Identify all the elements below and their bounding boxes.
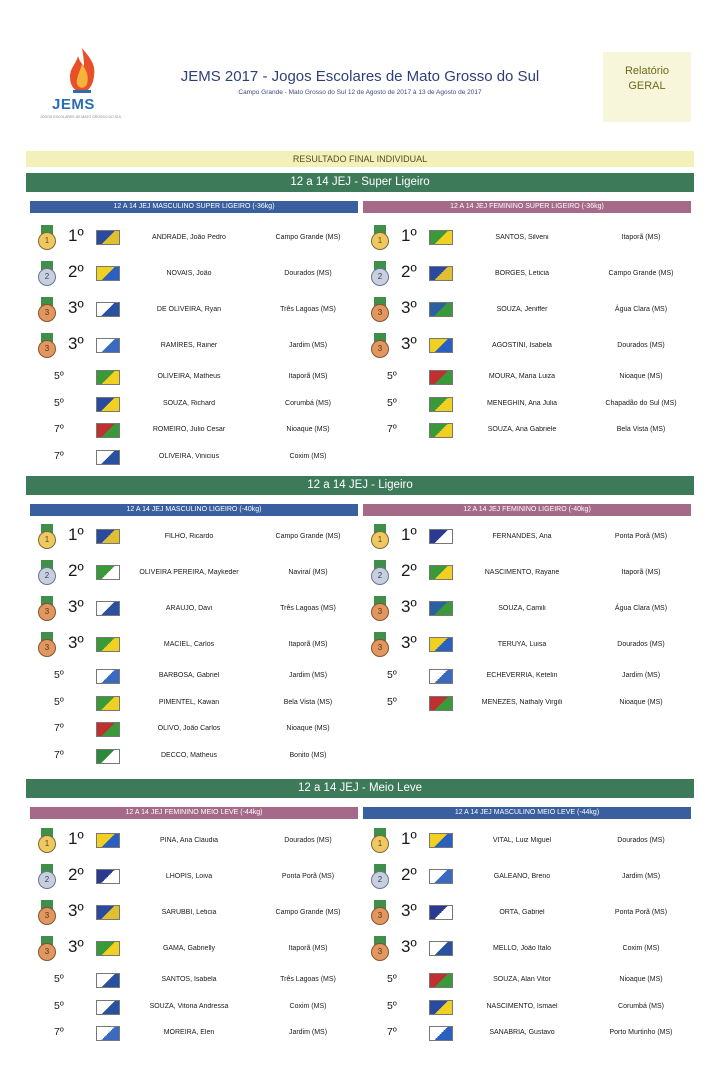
- city-flag-icon: [96, 941, 120, 956]
- placement: 1º: [401, 226, 417, 245]
- placement: 2º: [401, 561, 417, 580]
- medal-icon: [371, 900, 389, 926]
- athlete-name: AGOSTINI, Isabela: [492, 342, 552, 349]
- report-line-1: Relatório: [624, 65, 670, 77]
- athlete-city: Campo Grande (MS): [275, 533, 341, 540]
- placement: 5º: [387, 973, 397, 985]
- city-flag-icon: [96, 397, 120, 412]
- result-row: [361, 968, 691, 995]
- city-flag-icon: [96, 1026, 120, 1041]
- category-header: 12 A 14 JEJ FEMININO MEIO LEVE (-44kg): [30, 807, 358, 819]
- medal-icon: [371, 261, 389, 287]
- result-row: [361, 664, 691, 691]
- city-flag-icon: [96, 370, 120, 385]
- result-row: [28, 932, 358, 968]
- athlete-name: FERNANDES, Ana: [492, 533, 552, 540]
- medal-disc: 1: [371, 531, 389, 549]
- placement: 5º: [54, 999, 64, 1012]
- athlete-name: OLIVEIRA, Matheus: [157, 373, 221, 380]
- medal-disc: 3: [38, 639, 56, 657]
- placement: 2º: [68, 561, 84, 580]
- athlete-name: SARUBBI, Leticia: [161, 909, 217, 916]
- athlete-city: Bela Vista (MS): [616, 426, 666, 433]
- medal-disc: 2: [38, 268, 56, 286]
- athlete-city: Água Clara (MS): [614, 306, 668, 313]
- medal-icon: [38, 297, 56, 323]
- athlete-city: Nioaque (MS): [286, 426, 330, 433]
- city-flag-icon: [429, 696, 453, 711]
- result-row: [28, 221, 358, 257]
- city-flag-icon: [429, 1026, 453, 1041]
- medal-icon: [371, 596, 389, 622]
- result-row: [28, 445, 358, 472]
- logo-text: JEMS: [52, 96, 95, 113]
- result-row: [28, 824, 358, 860]
- city-flag-icon: [96, 266, 120, 281]
- city-flag-icon: [96, 529, 120, 544]
- medal-icon: [38, 864, 56, 890]
- city-flag-icon: [429, 565, 453, 580]
- city-flag-icon: [429, 637, 453, 652]
- result-row: [361, 520, 691, 556]
- athlete-city: Dourados (MS): [284, 837, 332, 844]
- athlete-name: SOUZA, Vitoria Andressa: [149, 1002, 229, 1010]
- results-column-left: [28, 824, 358, 1048]
- placement: 7º: [54, 423, 64, 435]
- athlete-city: Itaporã (MS): [288, 945, 328, 952]
- placement: 5º: [387, 396, 397, 409]
- city-flag-icon: [429, 338, 453, 353]
- athlete-name: OLIVEIRA, Vinicius: [158, 452, 220, 460]
- placement: 7º: [54, 449, 64, 462]
- athlete-name: ORTA, Gabriel: [499, 909, 545, 916]
- placement: 2º: [401, 262, 417, 281]
- placement: 5º: [387, 669, 397, 681]
- medal-disc: 3: [371, 304, 389, 322]
- medal-icon: [38, 596, 56, 622]
- city-flag-icon: [429, 302, 453, 317]
- athlete-city: Três Lagoas (MS): [280, 976, 336, 983]
- medal-disc: 3: [371, 907, 389, 925]
- placement: 3º: [401, 901, 417, 920]
- placement: 7º: [387, 1026, 397, 1038]
- medal-icon: [38, 333, 56, 359]
- athlete-name: SOUZA, Ana Gabriele: [487, 426, 557, 433]
- result-row: [28, 744, 358, 771]
- result-row: [28, 968, 358, 995]
- result-row: [361, 365, 691, 392]
- placement: 3º: [401, 298, 417, 317]
- athlete-city: Ponta Porã (MS): [614, 533, 668, 540]
- athlete-name: ROMEIRO, Julio Cesar: [152, 426, 226, 433]
- category-header: 12 A 14 JEJ MASCULINO SUPER LIGEIRO (-36kg): [30, 201, 358, 213]
- category-header: 12 A 14 JEJ MASCULINO MEIO LEVE (-44kg): [363, 807, 691, 819]
- athlete-name: SANTOS, Silveni: [495, 234, 549, 241]
- medal-icon: [371, 560, 389, 586]
- city-flag-icon: [96, 565, 120, 580]
- medal-icon: [371, 936, 389, 962]
- athlete-name: SOUZA, Alan Vitor: [493, 976, 551, 983]
- result-row: [361, 860, 691, 896]
- city-flag-icon: [96, 973, 120, 988]
- medal-icon: [371, 333, 389, 359]
- athlete-city: Campo Grande (MS): [275, 234, 341, 241]
- athlete-city: Jardim (MS): [621, 873, 661, 880]
- athlete-city: Ponta Porã (MS): [281, 873, 335, 880]
- athlete-city: Naviraí (MS): [288, 569, 328, 576]
- result-row: [28, 556, 358, 592]
- medal-disc: 3: [38, 304, 56, 322]
- placement: 2º: [68, 262, 84, 281]
- city-flag-icon: [96, 637, 120, 652]
- result-row: [28, 592, 358, 628]
- athlete-name: NOVAIS, João: [166, 270, 212, 277]
- athlete-name: DE OLIVEIRA, Ryan: [156, 306, 222, 313]
- result-row: [361, 257, 691, 293]
- athlete-city: Coxim (MS): [289, 1002, 327, 1010]
- placement: 1º: [68, 226, 84, 245]
- athlete-name: MACIEL, Carlos: [163, 641, 215, 648]
- athlete-name: MENEZES, Nathaly Virgili: [481, 698, 563, 706]
- result-row: [361, 896, 691, 932]
- result-row: [361, 1021, 691, 1048]
- city-flag-icon: [96, 302, 120, 317]
- result-row: [361, 824, 691, 860]
- result-row: [28, 293, 358, 329]
- athlete-name: TERUYA, Luisa: [497, 641, 547, 648]
- results-column-right: [361, 221, 691, 445]
- result-row: [361, 995, 691, 1022]
- medal-disc: 1: [371, 835, 389, 853]
- jems-logo: [40, 46, 130, 126]
- city-flag-icon: [429, 1000, 453, 1015]
- athlete-city: Corumbá (MS): [618, 1002, 664, 1010]
- flame-icon: [62, 46, 102, 96]
- medal-disc: 2: [38, 871, 56, 889]
- medal-icon: [371, 632, 389, 658]
- athlete-city: Jardim (MS): [288, 342, 328, 349]
- athlete-city: Três Lagoas (MS): [280, 605, 336, 612]
- placement: 1º: [68, 829, 84, 848]
- page-subtitle: Campo Grande - Mato Grosso do Sul 12 de Agosto de 2017 à 13 de Agosto de 2017: [238, 89, 482, 96]
- athlete-city: Itaporã (MS): [288, 641, 328, 648]
- city-flag-icon: [429, 370, 453, 385]
- athlete-city: Campo Grande (MS): [275, 909, 341, 916]
- section-title-bar: 12 a 14 JEJ - Ligeiro: [26, 476, 694, 495]
- city-flag-icon: [429, 973, 453, 988]
- athlete-city: Itaporã (MS): [621, 569, 661, 576]
- placement: 3º: [68, 633, 84, 652]
- placement: 2º: [401, 865, 417, 884]
- medal-disc: 2: [371, 567, 389, 585]
- athlete-city: Nioaque (MS): [286, 725, 330, 732]
- result-row: [361, 932, 691, 968]
- result-row: [28, 257, 358, 293]
- placement: 3º: [68, 597, 84, 616]
- medal-icon: [38, 828, 56, 854]
- athlete-name: DECCÓ, Matheus: [160, 751, 218, 759]
- athlete-city: Bonito (MS): [289, 751, 327, 759]
- result-row: [28, 995, 358, 1022]
- athlete-name: BORGES, Leticia: [494, 270, 550, 277]
- medal-icon: [371, 225, 389, 251]
- placement: 5º: [54, 370, 64, 382]
- medal-disc: 2: [371, 871, 389, 889]
- athlete-name: FILHO, Ricardo: [164, 533, 214, 540]
- result-row: [28, 691, 358, 718]
- medal-icon: [38, 524, 56, 550]
- category-header: 12 A 14 JEJ MASCULINO LIGEIRO (-40kg): [30, 504, 358, 516]
- medal-disc: 2: [371, 268, 389, 286]
- city-flag-icon: [96, 423, 120, 438]
- athlete-name: BARBOSA, Gabriel: [158, 672, 220, 679]
- medal-disc: 1: [371, 232, 389, 250]
- placement: 3º: [401, 633, 417, 652]
- result-row: [361, 592, 691, 628]
- logo-subtext: JOGOS ESCOLARES DE MATO GROSSO DO SUL: [40, 115, 122, 119]
- athlete-name: ANDRADE, João Pedro: [152, 234, 226, 241]
- medal-icon: [371, 828, 389, 854]
- athlete-city: Dourados (MS): [617, 641, 665, 648]
- athlete-city: Jardim (MS): [288, 672, 328, 679]
- city-flag-icon: [429, 869, 453, 884]
- placement: 5º: [54, 695, 64, 708]
- city-flag-icon: [96, 722, 120, 737]
- medal-disc: 3: [371, 340, 389, 358]
- athlete-city: Ponta Porã (MS): [614, 909, 668, 916]
- medal-icon: [38, 936, 56, 962]
- result-row: [361, 392, 691, 419]
- result-row: [28, 628, 358, 664]
- medal-icon: [371, 864, 389, 890]
- athlete-city: Coxim (MS): [622, 945, 660, 952]
- athlete-name: SANABRIA, Gustavo: [489, 1029, 555, 1036]
- medal-icon: [38, 900, 56, 926]
- city-flag-icon: [429, 905, 453, 920]
- medal-icon: [371, 297, 389, 323]
- city-flag-icon: [429, 423, 453, 438]
- city-flag-icon: [429, 266, 453, 281]
- medal-icon: [38, 261, 56, 287]
- placement: 7º: [54, 722, 64, 734]
- medal-disc: 3: [371, 603, 389, 621]
- results-column-left: [28, 520, 358, 770]
- medal-disc: 3: [38, 340, 56, 358]
- medal-icon: [38, 225, 56, 251]
- placement: 7º: [387, 423, 397, 435]
- athlete-city: Nioaque (MS): [619, 976, 663, 983]
- placement: 3º: [401, 937, 417, 956]
- city-flag-icon: [96, 338, 120, 353]
- placement: 3º: [68, 298, 84, 317]
- city-flag-icon: [96, 450, 120, 465]
- city-flag-icon: [429, 669, 453, 684]
- athlete-city: Corumbá (MS): [285, 399, 331, 407]
- athlete-name: SOUZA, Jeniffer: [496, 306, 548, 313]
- athlete-city: Nioaque (MS): [619, 698, 663, 706]
- placement: 5º: [54, 669, 64, 681]
- medal-disc: 1: [38, 531, 56, 549]
- city-flag-icon: [429, 230, 453, 245]
- placement: 3º: [401, 334, 417, 353]
- athlete-city: Coxim (MS): [289, 452, 327, 460]
- athlete-name: MOREIRA, Elen: [163, 1029, 215, 1036]
- athlete-name: MOURA, Maria Luiza: [488, 373, 556, 380]
- athlete-name: RAMIRES, Rainer: [160, 342, 218, 349]
- result-row: [361, 293, 691, 329]
- result-row: [28, 860, 358, 896]
- athlete-city: Três Lagoas (MS): [280, 306, 336, 313]
- athlete-city: Dourados (MS): [617, 342, 665, 349]
- city-flag-icon: [96, 601, 120, 616]
- placement: 5º: [54, 973, 64, 985]
- placement: 3º: [68, 901, 84, 920]
- placement: 5º: [54, 396, 64, 409]
- athlete-city: Bela Vista (MS): [283, 698, 333, 706]
- result-row: [28, 329, 358, 365]
- results-column-right: [361, 520, 691, 717]
- athlete-name: PIMENTEL, Kawan: [158, 698, 220, 706]
- medal-disc: 3: [371, 639, 389, 657]
- athlete-city: Nioaque (MS): [619, 373, 663, 380]
- result-row: [361, 691, 691, 718]
- medal-disc: 3: [38, 943, 56, 961]
- athlete-name: VITAL, Luiz Miguel: [492, 837, 552, 844]
- result-row: [28, 365, 358, 392]
- city-flag-icon: [96, 749, 120, 764]
- city-flag-icon: [429, 941, 453, 956]
- result-row: [361, 221, 691, 257]
- page-title: JEMS 2017 - Jogos Escolares de Mato Grosso do Sul: [180, 68, 540, 85]
- report-line-2: GERAL: [628, 80, 666, 92]
- athlete-city: Porto Murtinho (MS): [609, 1029, 673, 1036]
- athlete-city: Chapadão do Sul (MS): [605, 399, 677, 407]
- city-flag-icon: [429, 833, 453, 848]
- placement: 1º: [68, 525, 84, 544]
- city-flag-icon: [429, 601, 453, 616]
- medal-disc: 3: [371, 943, 389, 961]
- medal-disc: 2: [38, 567, 56, 585]
- athlete-city: Dourados (MS): [617, 837, 665, 844]
- placement: 1º: [401, 829, 417, 848]
- athlete-city: Itaporã (MS): [288, 373, 328, 380]
- city-flag-icon: [96, 696, 120, 711]
- athlete-city: Dourados (MS): [284, 270, 332, 277]
- result-row: [28, 418, 358, 445]
- category-header: 12 A 14 JEJ FEMININO LIGEIRO (-40kg): [363, 504, 691, 516]
- section-title-bar: 12 a 14 JEJ - Meio Leve: [26, 779, 694, 798]
- placement: 5º: [387, 695, 397, 708]
- section-title-bar: 12 a 14 JEJ - Super Ligeiro: [26, 173, 694, 192]
- medal-icon: [38, 632, 56, 658]
- athlete-name: LHOPIS, Loiva: [165, 873, 213, 880]
- athlete-name: NASCIMENTO, Rayane: [484, 569, 560, 576]
- result-row: [28, 717, 358, 744]
- athlete-city: Jardim (MS): [621, 672, 661, 679]
- medal-icon: [38, 560, 56, 586]
- result-row: [361, 418, 691, 445]
- athlete-name: OLIVO, João Carlos: [157, 725, 221, 732]
- placement: 3º: [68, 334, 84, 353]
- result-row: [28, 520, 358, 556]
- athlete-name: GAMA, Gabrielly: [162, 945, 216, 952]
- medal-disc: 1: [38, 232, 56, 250]
- city-flag-icon: [96, 230, 120, 245]
- medal-disc: 3: [38, 603, 56, 621]
- medal-disc: 3: [38, 907, 56, 925]
- placement: 2º: [68, 865, 84, 884]
- result-row: [28, 664, 358, 691]
- result-row: [361, 556, 691, 592]
- athlete-name: ARAÚJO, Davi: [165, 605, 213, 612]
- result-row: [361, 329, 691, 365]
- report-type-box: [603, 52, 691, 122]
- athlete-city: Campo Grande (MS): [608, 270, 674, 277]
- athlete-city: Jardim (MS): [288, 1029, 328, 1036]
- athlete-name: PINA, Ana Claudia: [160, 837, 218, 844]
- athlete-city: Itaporã (MS): [621, 234, 661, 241]
- placement: 3º: [68, 937, 84, 956]
- athlete-city: Água Clara (MS): [614, 605, 668, 612]
- athlete-name: MENEGHIN, Ana Julia: [486, 399, 558, 407]
- result-row: [28, 392, 358, 419]
- athlete-name: NASCIMENTO, Ismael: [486, 1002, 558, 1010]
- athlete-name: ECHEVERRIA, Ketelin: [486, 672, 558, 679]
- result-row: [28, 1021, 358, 1048]
- city-flag-icon: [96, 833, 120, 848]
- city-flag-icon: [96, 669, 120, 684]
- city-flag-icon: [96, 905, 120, 920]
- placement: 7º: [54, 748, 64, 761]
- results-column-left: [28, 221, 358, 471]
- city-flag-icon: [429, 397, 453, 412]
- results-column-right: [361, 824, 691, 1048]
- result-row: [28, 896, 358, 932]
- athlete-name: MELLO, João Italo: [493, 945, 551, 952]
- category-header: 12 A 14 JEJ FEMININO SUPER LIGEIRO (-36kg): [363, 201, 691, 213]
- athlete-name: SANTOS, Isabela: [161, 976, 217, 983]
- athlete-name: SOUZA, Richard: [162, 399, 216, 407]
- result-row: [361, 628, 691, 664]
- placement: 1º: [401, 525, 417, 544]
- medal-icon: [371, 524, 389, 550]
- city-flag-icon: [96, 869, 120, 884]
- result-title-bar: RESULTADO FINAL INDIVIDUAL: [26, 151, 694, 167]
- athlete-name: GALEANO, Breno: [493, 873, 551, 880]
- placement: 3º: [401, 597, 417, 616]
- medal-disc: 1: [38, 835, 56, 853]
- placement: 5º: [387, 999, 397, 1012]
- city-flag-icon: [96, 1000, 120, 1015]
- city-flag-icon: [429, 529, 453, 544]
- athlete-name: SOUZA, Camili: [498, 605, 546, 612]
- athlete-name: OLIVEIRA PEREIRA, Maykeder: [139, 569, 239, 576]
- placement: 5º: [387, 370, 397, 382]
- placement: 7º: [54, 1026, 64, 1038]
